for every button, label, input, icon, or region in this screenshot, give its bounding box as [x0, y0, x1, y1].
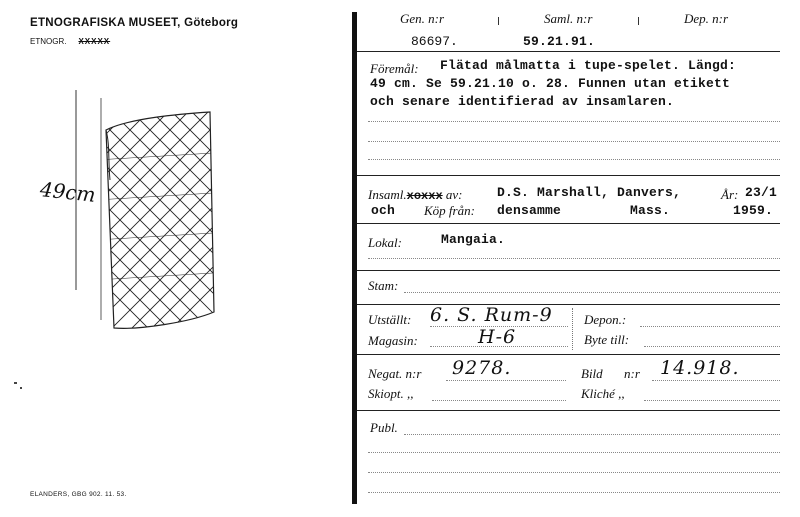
foremal-label: Föremål: — [370, 61, 419, 76]
dotted-line — [652, 380, 780, 381]
dotted-line — [432, 400, 566, 401]
saml-nr-value: 59.21.91. — [523, 34, 596, 49]
dotted-line — [644, 346, 780, 347]
dotted-line — [430, 346, 568, 347]
dotted-line — [368, 141, 780, 142]
dotted-line — [368, 492, 780, 493]
gen-nr-value: 86697. — [411, 34, 458, 49]
utstallt-label: Utställt: — [368, 312, 412, 327]
lokal-label: Lokal: — [368, 235, 402, 250]
byte-till-label: Byte till: — [584, 332, 630, 347]
stray-mark — [20, 387, 22, 389]
etnogr-label: ETNOGR. — [30, 37, 67, 46]
ar-value: 23/1 — [745, 185, 778, 200]
magasin-label: Magasin: — [368, 333, 418, 348]
insaml-struck: xoxxx — [406, 189, 443, 203]
dotted-line — [368, 472, 780, 473]
museum-name: ETNOGRAFISKA MUSEET, Göteborg — [30, 17, 239, 29]
etnogr-struck-number: XXXXX — [78, 37, 111, 46]
foremal-line-3: och senare identifierad av insamlaren. — [370, 94, 675, 109]
bild-label: Bild — [581, 366, 603, 381]
och-text: och — [371, 203, 396, 218]
publ-label: Publ. — [370, 420, 398, 435]
dotted-line — [404, 292, 780, 293]
dotted-line — [644, 400, 780, 401]
skiopt-label: Skiopt. ,, — [368, 386, 414, 401]
insaml-label-prefix: Insaml. — [368, 187, 407, 202]
kliche-label: Kliché ,, — [581, 386, 625, 401]
dotted-line — [368, 159, 780, 160]
foremal-rule — [357, 175, 780, 176]
insaml-label-suffix: av: — [445, 187, 463, 202]
header-tick — [498, 17, 499, 25]
insaml-year: 1959. — [733, 203, 774, 218]
bild-nr-value: 14.918. — [660, 357, 740, 379]
ar-label: År: — [721, 187, 739, 202]
dep-nr-label: Dep. n:r — [684, 11, 729, 26]
card-divider-bar — [352, 12, 357, 504]
negat-rule — [357, 410, 780, 411]
bild-nr-label: n:r — [624, 366, 640, 381]
dotted-line — [640, 326, 780, 327]
gen-nr-label: Gen. n:r — [400, 11, 445, 26]
size-annotation: 49cm — [38, 177, 97, 207]
dotted-line — [368, 258, 780, 259]
utstallt-value: 6. S. Rum-9 — [430, 304, 553, 326]
header-tick — [638, 17, 639, 25]
header-rule — [357, 51, 780, 52]
foremal-line-2: 49 cm. Se 59.21.10 o. 28. Funnen utan etikett — [370, 76, 731, 91]
etnogr-line — [30, 37, 110, 46]
dotted-line — [446, 380, 566, 381]
stray-mark — [14, 382, 17, 384]
negat-nr-value: 9278. — [452, 357, 512, 379]
depon-label: Depon.: — [584, 312, 627, 327]
dotted-line — [368, 452, 780, 453]
woven-mat-sketch — [60, 90, 230, 350]
dotted-line — [368, 121, 780, 122]
lokal-value: Mangaia. — [441, 232, 506, 247]
utstallt-rule — [357, 354, 780, 355]
negat-nr-label: Negat. n:r — [368, 366, 422, 381]
kop-fran-label: Köp från: — [424, 203, 475, 218]
stam-rule — [357, 304, 780, 305]
insaml-label — [368, 187, 463, 203]
lokal-rule — [357, 270, 780, 271]
field-separator — [572, 308, 573, 350]
insaml-place: Mass. — [630, 203, 671, 218]
saml-nr-label: Saml. n:r — [544, 11, 593, 26]
foremal-line-1: Flätad målmatta i tupe-spelet. Längd: — [440, 58, 737, 73]
printer-line: ELANDERS, GBG 902. 11. 53. — [30, 491, 127, 498]
insaml-value: D.S. Marshall, Danvers, — [497, 185, 682, 200]
dotted-line — [404, 434, 780, 435]
stam-label: Stam: — [368, 278, 399, 293]
insaml-rule — [357, 223, 780, 224]
dotted-line — [430, 326, 568, 327]
kop-fran-value: densamme — [497, 203, 562, 218]
magasin-value: H-6 — [478, 326, 517, 348]
